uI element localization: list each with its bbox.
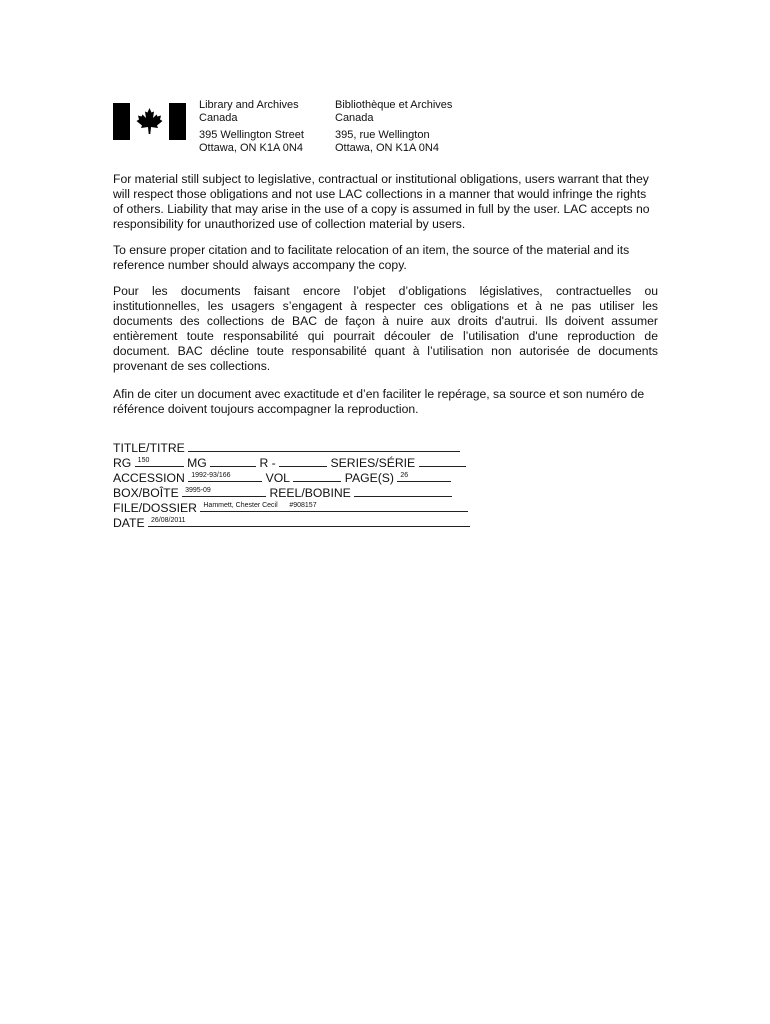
pages-field[interactable]: 26 [397,470,451,482]
rg-row [113,455,466,470]
title-field[interactable] [188,440,460,452]
en-citation-paragraph: To ensure proper citation and to facilitate relocation of an item, the source of the material and its reference number should always accompany the copy. [113,243,630,272]
reel-label: REEL/BOBINE [269,486,351,500]
date-row [113,515,470,530]
reel-field[interactable] [354,485,452,497]
box-label: BOX/BOÎTE [113,486,179,500]
title-row [113,440,460,455]
rg-field[interactable]: 150 [135,455,184,467]
fr-obligations-paragraph: Pour les documents faisant encore l’objet d’obligations législatives, contractuelles ou institutionnelles, les usagers s’engagent à respecter ces obligations et à ne pas utiliser les documents des collections de BAC de façon à nuire aux droits d'autrui. Ils doivent assumer entièrement toute responsabilité qui pourrait découler de l’utilisation d'une reproduction de document. BAC décline toute responsabilité quant à l’utilisation non autorisée de documents provenant de ses collections. [113,284,658,373]
box-field[interactable]: 3995-09 [182,485,266,497]
accession-label: ACCESSION [113,471,185,485]
maple-leaf-icon [137,108,163,134]
en-institution-name: Library and Archives Canada [199,99,299,124]
accession-row [113,470,451,485]
file-row [113,500,468,515]
fr-institution-name: Bibliothèque et Archives Canada [335,99,453,124]
mg-field[interactable] [210,455,256,467]
r-field[interactable] [279,455,327,467]
pages-label: PAGE(S) [344,471,394,485]
rg-label: RG [113,456,132,470]
accession-field[interactable]: 1992-93/166 [188,470,262,482]
vol-field[interactable] [293,470,341,482]
box-row [113,485,452,500]
series-field[interactable] [419,455,466,467]
mg-label: MG [187,456,207,470]
date-label: DATE [113,516,145,530]
file-label: FILE/DOSSIER [113,501,197,515]
en-obligations-paragraph: For material still subject to legislative, contractual or institutional obligations, users warrant that they will respect those obligations and not use LAC collections in a manner that would infringe the rights of others. Liability that may arise in the use of a copy is assumed in full by the user. LAC accepts no responsibility for unauthorized use of collection material by users. [113,172,650,231]
file-field[interactable]: Hammett, Chester Cecil #908157 [200,500,468,512]
fr-address: 395, rue Wellington Ottawa, ON K1A 0N4 [335,129,439,154]
vol-label: VOL [265,471,290,485]
en-address: 395 Wellington Street Ottawa, ON K1A 0N4 [199,129,304,154]
canada-flag-logo [113,103,186,140]
r-label: R - [259,456,276,470]
series-label: SERIES/SÉRIE [330,456,416,470]
fr-citation-paragraph: Afin de citer un document avec exactitude et d’en faciliter le repérage, sa source et son numéro de référence doivent toujours accompagner la reproduction. [113,387,645,416]
date-field[interactable]: 26/08/2011 [148,515,470,527]
title-label: TITLE/TITRE [113,441,185,455]
reference-form [113,440,493,535]
